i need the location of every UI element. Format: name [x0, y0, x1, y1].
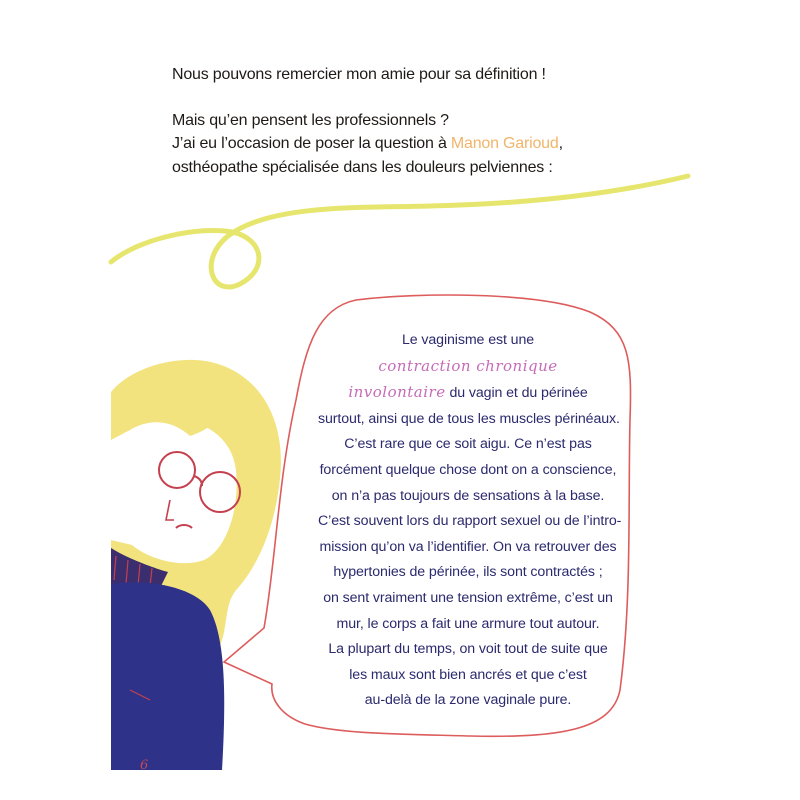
yellow-ribbon	[111, 176, 688, 287]
page-number: 6	[140, 758, 149, 773]
quote-line-3	[318, 380, 618, 407]
quote-line-8: C’est souvent lors du rapport sexuel ou de l’intro-	[318, 513, 622, 530]
quote-line-10: hypertonies de périnée, ils sont contractés ;	[333, 564, 603, 581]
quote-text	[318, 328, 622, 714]
sweater	[111, 582, 224, 770]
intro-line-2: Mais qu’en pensent les professionnels ?	[172, 111, 449, 129]
face	[111, 417, 237, 564]
quote-line-9: mission qu’on va l’identifier. On va retrouver des	[319, 538, 617, 555]
quote-line-6: forcément quelque chose dont on a conscience,	[319, 461, 617, 478]
quote-line-1: Le vaginisme est une	[401, 332, 535, 348]
quote-line-3-text: du vagin et du périnée	[445, 385, 588, 402]
quote-line-4: surtout, ainsi que de tous les muscles périnéaux.	[318, 410, 620, 427]
quote-line-14: les maux sont bien ancrés et que c’est	[349, 666, 587, 683]
quote-line-5: C’est rare que ce soit aigu. Ce n’est pas	[344, 436, 592, 453]
quote-line-2	[318, 354, 618, 381]
quote-line-13: La plupart du temps, on voit tout de suite que	[328, 641, 608, 658]
intro-line-4: osthéopathe spécialisée dans les douleurs pelviennes :	[172, 158, 553, 176]
handwritten-emphasis-2: involontaire	[348, 383, 446, 402]
expert-name: Manon Garioud	[450, 135, 559, 152]
intro-line-3-comma: ,	[558, 135, 563, 152]
intro-line-3-text: J’ai eu l’occasion de poser la question à	[172, 135, 451, 152]
quote-line-15: au-delà de la zone vaginale pure.	[364, 692, 572, 709]
quote-line-7: on n’a pas toujours de sensations à la base.	[331, 487, 605, 504]
quote-line-12: mur, le corps a fait une armure tout autour.	[336, 615, 600, 632]
quote-line-11: on sent vraiment une tension extrême, c’est un	[323, 589, 613, 606]
handwritten-emphasis-1: contraction chronique	[378, 356, 558, 375]
intro-line-1: Nous pouvons remercier mon amie pour sa définition !	[172, 66, 546, 83]
